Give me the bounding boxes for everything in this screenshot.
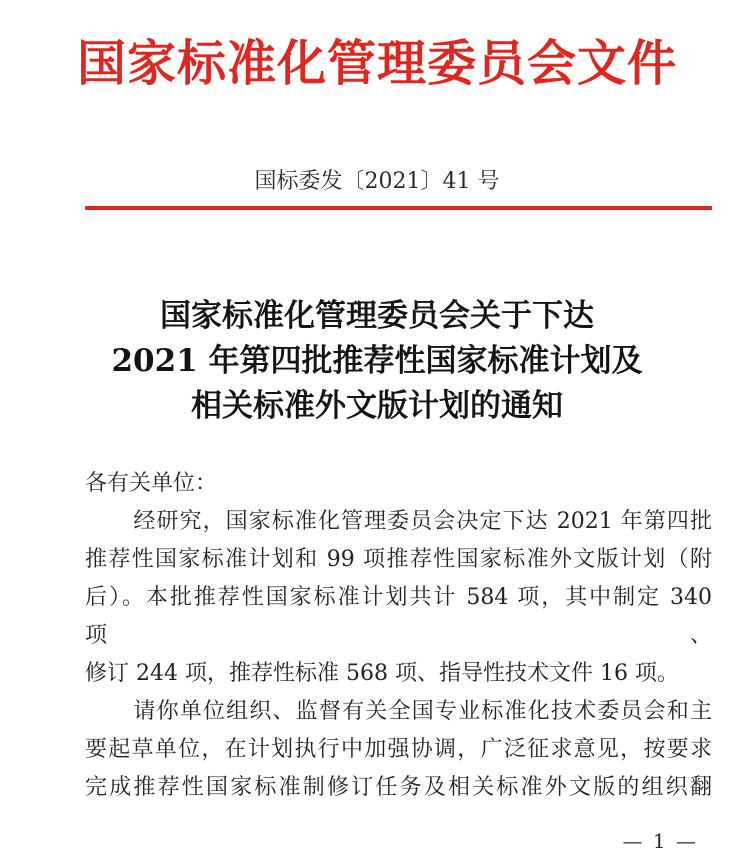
body-line: 经研究，国家标准化管理委员会决定下达 2021 年第四批 (133, 509, 712, 534)
letterhead-title: 国家标准化管理委员会文件 (76, 34, 677, 92)
scanned-document-page (0, 30, 754, 859)
document-reference-number: 国标委发〔2021〕41 号 (254, 169, 500, 194)
body-line: 完成推荐性国家标准制修订任务及相关标准外文版的组织翻 (85, 775, 712, 800)
red-divider-rule (85, 206, 712, 210)
document-title-line-3: 相关标准外文版计划的通知 (191, 388, 563, 424)
body-line: 推荐性国家标准计划和 99 项推荐性国家标准外文版计划（附 (85, 547, 712, 572)
body-line: 请你单位组织、监督有关全国专业标准化技术委员会和主 (133, 699, 712, 724)
body-line: 后）。本批推荐性国家标准计划共计 584 项，其中制定 340 项、 (85, 585, 712, 648)
body-line: 要起草单位，在计划执行中加强协调，广泛征求意见，按要求 (85, 737, 712, 762)
document-title (0, 294, 754, 429)
body-line: 修订 244 项，推荐性标准 568 项、指导性技术文件 16 项。 (85, 661, 679, 686)
page-number: — 1 — (622, 829, 698, 853)
body-paragraphs (85, 503, 712, 807)
salutation: 各有关单位： (85, 471, 218, 496)
document-body (85, 465, 712, 807)
document-title-line-1: 国家标准化管理委员会关于下达 (160, 298, 594, 334)
document-title-line-2: 2021 年第四批推荐性国家标准计划及 (111, 343, 643, 379)
